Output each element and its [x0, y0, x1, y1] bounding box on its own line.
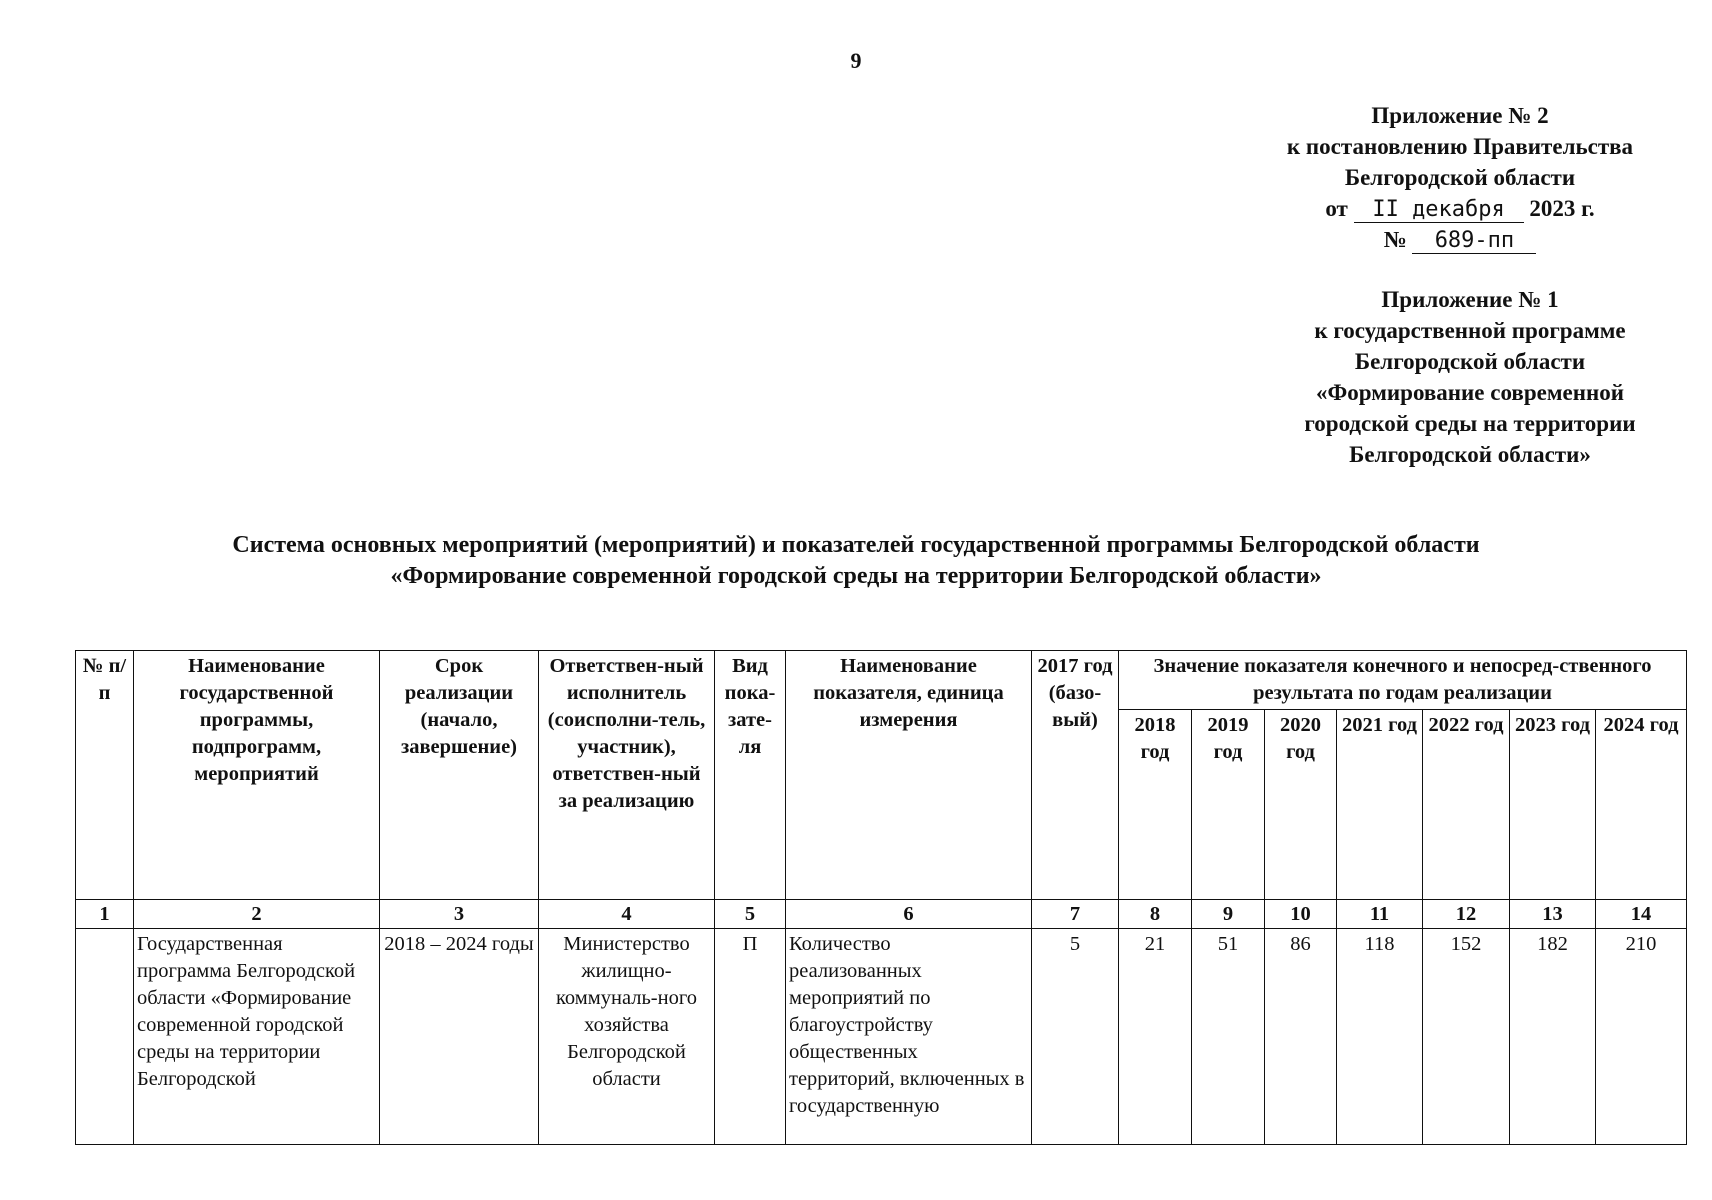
header-year: 2021 год — [1337, 710, 1423, 900]
appendix-2-block — [1240, 100, 1680, 255]
header-year: 2022 год — [1423, 710, 1510, 900]
appendix-2-title: Приложение № 2 — [1371, 103, 1549, 128]
row-base-value: 5 — [1032, 929, 1119, 1145]
row-num — [76, 929, 134, 1145]
page-number: 9 — [850, 48, 862, 73]
appendix-1-line: «Формирование современной — [1316, 380, 1624, 405]
appendix-2-line: Белгородской области — [1344, 165, 1576, 190]
row-responsible: Министерство жилищно-коммуналь-ного хозяйства Белгородской области — [539, 929, 715, 1145]
document-title-line: Система основных мероприятий (мероприятий) и показателей государственной программы Белгородской области — [232, 532, 1480, 558]
header-year: 2020 год — [1265, 710, 1337, 900]
row-value: 182 — [1510, 929, 1596, 1145]
header-responsible: Ответствен-ный исполнитель (соисполни-тель, участник), ответствен-ный за реализацию — [539, 651, 715, 900]
date-value: II декабря — [1354, 198, 1524, 223]
header-name: Наименование государственной программы, подпрограмм, мероприятий — [134, 651, 380, 900]
column-number: 13 — [1510, 900, 1596, 929]
row-kind: П — [715, 929, 786, 1145]
header-term: Срок реализации (начало, завершение) — [380, 651, 539, 900]
measures-table — [75, 650, 1687, 1145]
column-number: 9 — [1192, 900, 1265, 929]
appendix-1-line: Белгородской области — [1354, 349, 1586, 374]
row-value: 86 — [1265, 929, 1337, 1145]
header-values-group: Значение показателя конечного и непосред-ственного результата по годам реализации — [1119, 651, 1687, 710]
number-value: 689-пп — [1412, 229, 1536, 254]
header-year: 2018 год — [1119, 710, 1192, 900]
row-value: 152 — [1423, 929, 1510, 1145]
appendix-1-line: городской среды на территории — [1304, 411, 1636, 436]
column-number: 1 — [76, 900, 134, 929]
column-number: 14 — [1596, 900, 1687, 929]
header-base-year: 2017 год (базо-вый) — [1032, 651, 1119, 900]
column-number: 6 — [786, 900, 1032, 929]
column-number: 7 — [1032, 900, 1119, 929]
appendix-1-line: к государственной программе — [1314, 318, 1626, 343]
document-title — [0, 530, 1712, 592]
appendix-2-line: к постановлению Правительства — [1286, 134, 1634, 159]
row-value: 210 — [1596, 929, 1687, 1145]
appendix-1-block — [1250, 284, 1690, 470]
date-prefix: от — [1325, 196, 1348, 221]
header-indicator: Наименование показателя, единица измерения — [786, 651, 1032, 900]
appendix-1-title: Приложение № 1 — [1381, 287, 1559, 312]
header-year: 2019 год — [1192, 710, 1265, 900]
row-name: Государственная программа Белгородской области «Формирование современной городской среды на территории Белгородской — [134, 929, 380, 1145]
header-year: 2023 год — [1510, 710, 1596, 900]
appendix-2-number-line — [1240, 224, 1680, 255]
document-title-line: «Формирование современной городской среды на территории Белгородской области» — [390, 563, 1322, 589]
number-prefix: № — [1383, 227, 1407, 252]
column-number: 11 — [1337, 900, 1423, 929]
column-number: 8 — [1119, 900, 1192, 929]
column-number: 10 — [1265, 900, 1337, 929]
header-num: № п/п — [76, 651, 134, 900]
column-number: 5 — [715, 900, 786, 929]
row-value: 118 — [1337, 929, 1423, 1145]
header-kind: Вид пока-зате-ля — [715, 651, 786, 900]
row-value: 51 — [1192, 929, 1265, 1145]
column-number: 12 — [1423, 900, 1510, 929]
row-indicator: Количество реализованных мероприятий по благоустройству общественных территорий, включенных в государственную — [786, 929, 1032, 1145]
date-suffix: 2023 г. — [1529, 196, 1595, 221]
row-value: 21 — [1119, 929, 1192, 1145]
column-number: 2 — [134, 900, 380, 929]
row-term: 2018 – 2024 годы — [380, 929, 539, 1145]
appendix-1-line: Белгородской области» — [1349, 442, 1591, 467]
column-number: 4 — [539, 900, 715, 929]
table-row — [76, 929, 1687, 1145]
header-year: 2024 год — [1596, 710, 1687, 900]
appendix-2-date-line — [1240, 193, 1680, 224]
column-number: 3 — [380, 900, 539, 929]
